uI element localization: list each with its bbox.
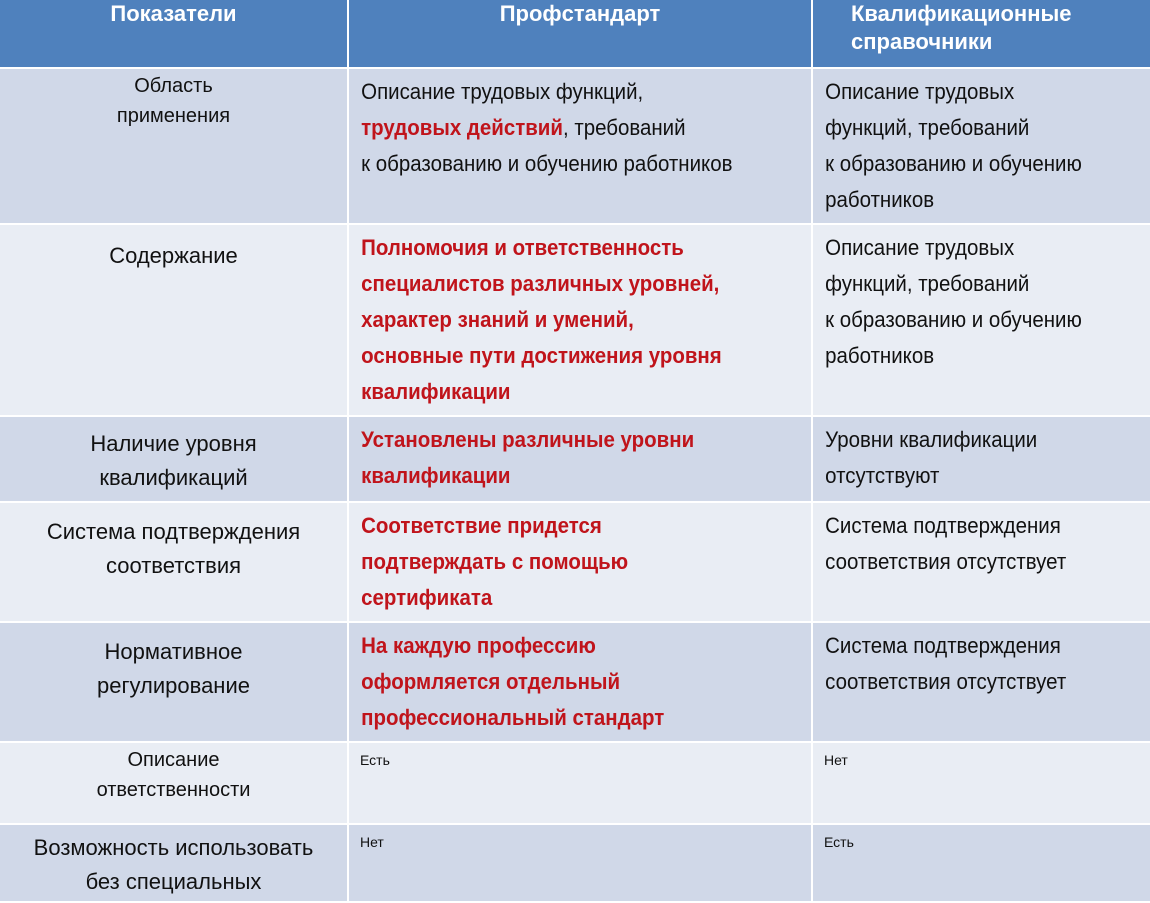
table-row-usage <box>0 824 1150 902</box>
header-row <box>0 0 1150 68</box>
profstandard-cell: Нет <box>348 824 812 902</box>
qualification-cell: Нет <box>812 742 1150 824</box>
table-row-qualification-levels <box>0 416 1150 502</box>
indicator-cell: Нормативное регулирование <box>0 622 348 742</box>
qualification-cell: Есть <box>812 824 1150 902</box>
table-row-content <box>0 224 1150 416</box>
profstandard-cell: Установлены различные уровни квалификации <box>348 416 812 502</box>
qualification-cell: Описание трудовых функций, требований к образованию и обучению работников <box>812 68 1150 224</box>
qualification-cell: Система подтверждения соответствия отсутствует <box>812 622 1150 742</box>
profstandard-cell: Описание трудовых функций, трудовых действий, требований к образованию и обучению работников <box>348 68 812 224</box>
table-row-conformity-system <box>0 502 1150 622</box>
profstandard-cell: Полномочия и ответственность специалистов различных уровней, характер знаний и умений, основные пути достижения уровня квалификации <box>348 224 812 416</box>
indicator-cell: Описание ответственности <box>0 742 348 824</box>
table-row-scope <box>0 68 1150 224</box>
header-profstandard: Профстандарт <box>348 0 812 68</box>
table-row-responsibility <box>0 742 1150 824</box>
qualification-cell: Уровни квалификации отсутствуют <box>812 416 1150 502</box>
profstandard-cell: На каждую профессию оформляется отдельный профессиональный стандарт <box>348 622 812 742</box>
qualification-cell: Система подтверждения соответствия отсутствует <box>812 502 1150 622</box>
header-indicators: Показатели <box>0 0 348 68</box>
header-qualification-handbooks: Квалификационные справочники <box>812 0 1150 68</box>
qualification-cell: Описание трудовых функций, требований к образованию и обучению работников <box>812 224 1150 416</box>
indicator-cell: Область применения <box>0 68 348 224</box>
table-row-regulation <box>0 622 1150 742</box>
profstandard-cell: Есть <box>348 742 812 824</box>
indicator-cell: Содержание <box>0 224 348 416</box>
indicator-cell: Наличие уровня квалификаций <box>0 416 348 502</box>
indicator-cell: Система подтверждения соответствия <box>0 502 348 622</box>
profstandard-cell: Соответствие придется подтверждать с помощью сертификата <box>348 502 812 622</box>
indicator-cell: Возможность использовать без специальных <box>0 824 348 902</box>
